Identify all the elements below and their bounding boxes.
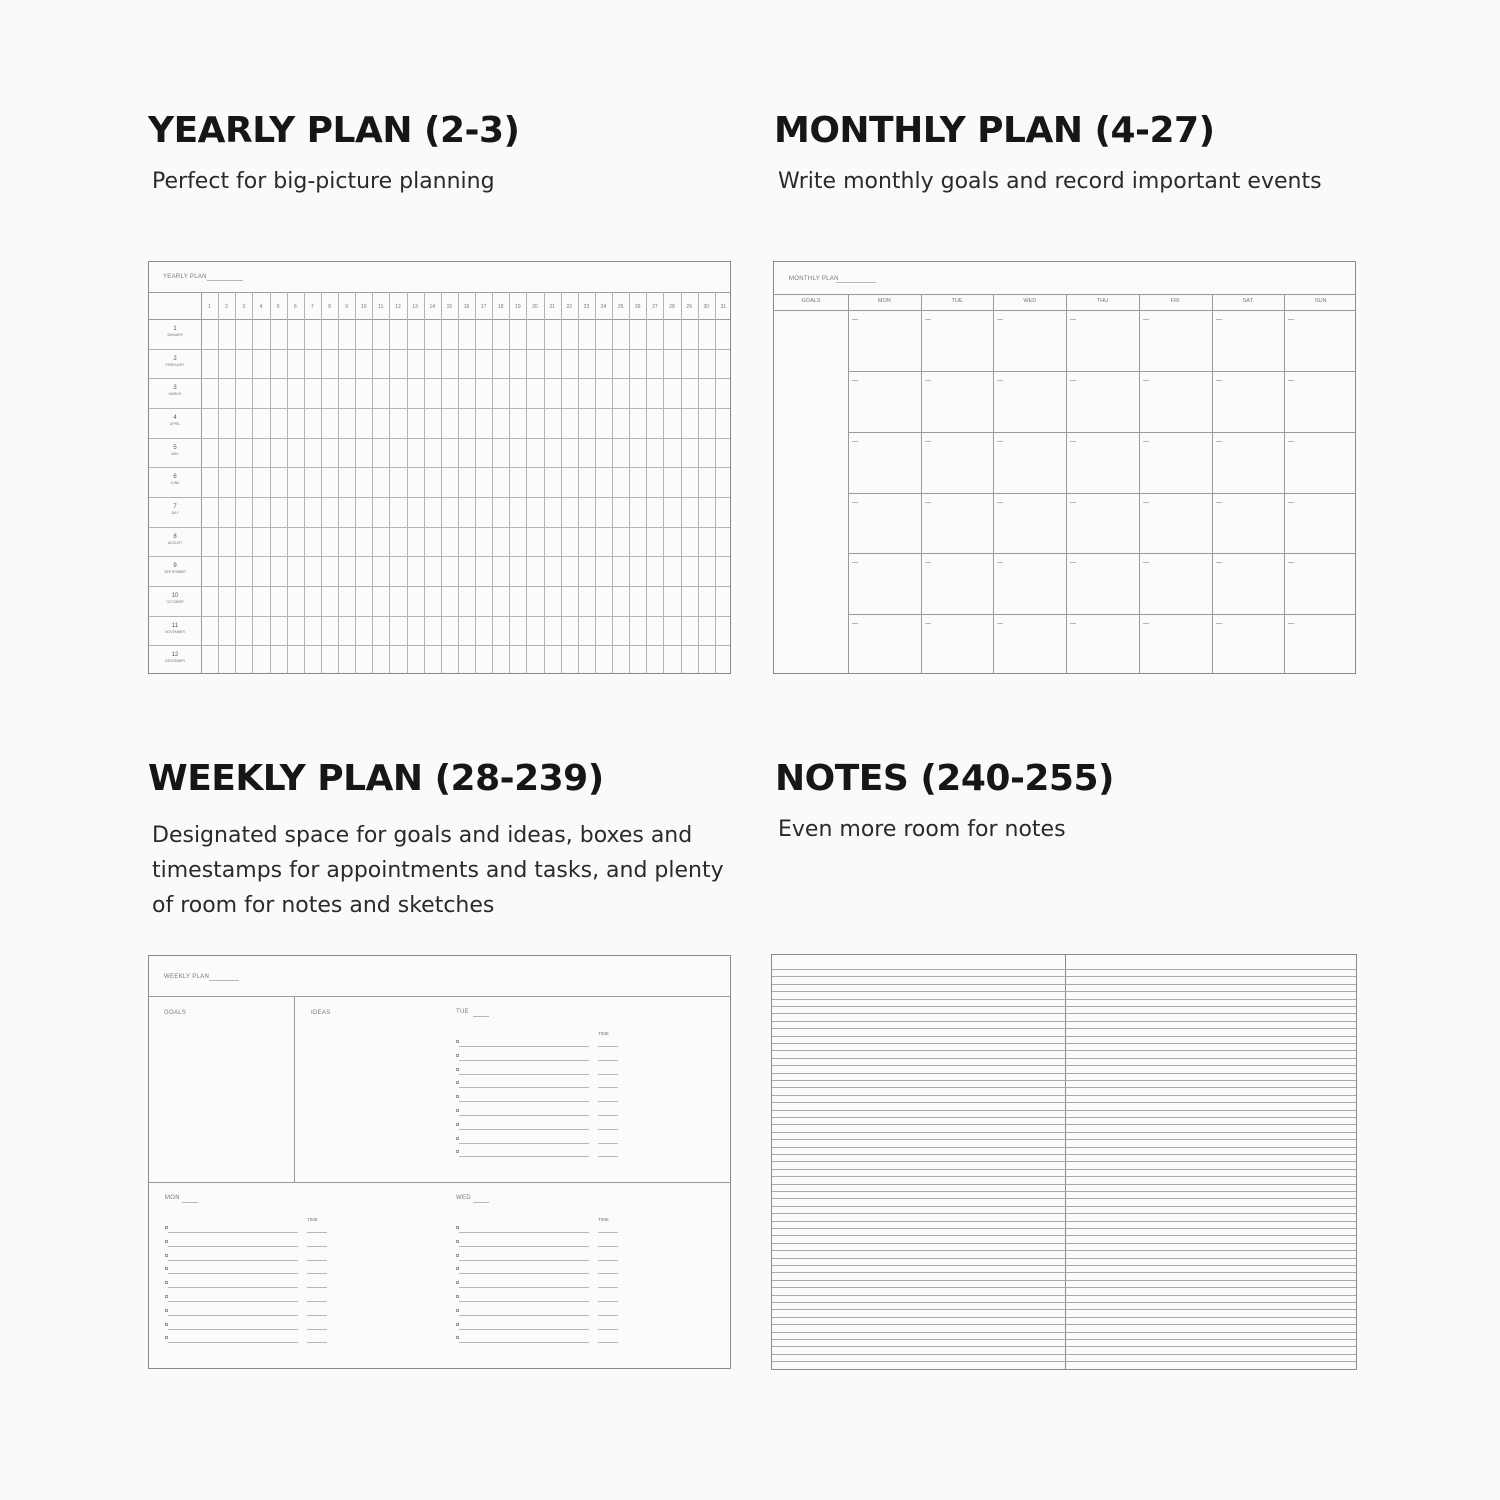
weekly-time-line xyxy=(598,1101,618,1102)
monthly-date-dash xyxy=(1216,562,1222,563)
monthly-date-dash xyxy=(925,562,931,563)
yearly-day-number: 25 xyxy=(617,304,624,310)
notes-rule-line xyxy=(772,1295,1357,1296)
weekly-checkbox xyxy=(456,1281,459,1284)
monthly-top-rule xyxy=(774,294,1356,295)
monthly-date-dash xyxy=(1143,623,1149,624)
yearly-month-row-rule xyxy=(149,408,731,409)
weekly-time-label: TIME xyxy=(598,1031,609,1036)
yearly-day-number: 13 xyxy=(412,304,418,310)
yearly-day-number: 29 xyxy=(686,304,692,310)
weekly-time-line xyxy=(598,1260,618,1261)
monthly-date-dash xyxy=(1288,380,1294,381)
weekly-task-line xyxy=(459,1260,589,1261)
yearly-day-number: 27 xyxy=(652,304,658,310)
notes-rule-line xyxy=(772,1332,1357,1333)
monthly-col-rule xyxy=(1212,294,1213,674)
weekly-checkbox xyxy=(456,1226,459,1229)
weekly-checkbox xyxy=(456,1309,459,1312)
monthly-date-dash xyxy=(1288,319,1294,320)
notes-rule-line xyxy=(772,1258,1357,1259)
weekly-checkbox xyxy=(165,1240,168,1243)
notes-rule-line xyxy=(772,1354,1357,1355)
monthly-date-dash xyxy=(1070,319,1076,320)
yearly-month-number: 10 xyxy=(171,593,179,599)
weekly-time-line xyxy=(598,1301,618,1302)
yearly-month-number: 12 xyxy=(171,652,179,659)
yearly-day-number: 1 xyxy=(208,304,211,310)
yearly-month-row-rule xyxy=(149,378,731,379)
yearly-day-number: 10 xyxy=(360,304,367,310)
monthly-date-dash xyxy=(1216,623,1222,624)
monthly-date-dash xyxy=(1216,380,1222,381)
weekly-checkbox xyxy=(456,1068,459,1071)
monthly-date-dash xyxy=(1288,502,1294,503)
yearly-day-number: 11 xyxy=(378,304,384,310)
monthly-date-dash xyxy=(997,623,1003,624)
monthly-date-dash xyxy=(1070,562,1076,563)
notes-rule-line xyxy=(772,1272,1357,1273)
weekly-desc-line-1: Designated space for goals and ideas, boxes and xyxy=(152,823,693,848)
yearly-month-number: 7 xyxy=(173,504,177,510)
weekly-checkbox xyxy=(456,1323,459,1326)
weekly-time-line xyxy=(598,1329,618,1330)
weekly-time-line xyxy=(598,1273,618,1274)
yearly-month-name: OCTOBER xyxy=(166,600,184,604)
notes-rule-line xyxy=(772,1036,1357,1037)
yearly-month-name: MARCH xyxy=(168,392,182,397)
yearly-month-name: APRIL xyxy=(169,422,181,426)
notes-rule-line xyxy=(772,1317,1357,1318)
monthly-col-header: WED xyxy=(1023,298,1037,304)
weekly-desc-line-2: timestamps for appointments and tasks, and plenty xyxy=(152,858,724,883)
weekly-time-line xyxy=(307,1342,327,1343)
notes-rule-line xyxy=(772,1302,1357,1303)
weekly-time-label: TIME xyxy=(598,1217,609,1222)
weekly-plan-sheet xyxy=(148,955,731,1369)
weekly-task-line xyxy=(459,1046,589,1047)
yearly-day-number: 8 xyxy=(328,304,331,310)
weekly-checkbox xyxy=(456,1240,459,1243)
yearly-month-number: 8 xyxy=(173,533,177,540)
monthly-date-dash xyxy=(1070,441,1076,442)
notes-rule-line xyxy=(772,1132,1357,1133)
yearly-month-name: DECEMBER xyxy=(165,659,185,664)
notes-rule-line xyxy=(772,1147,1357,1148)
notes-rule-line xyxy=(772,1095,1357,1096)
yearly-day-number: 16 xyxy=(463,304,470,310)
monthly-date-dash xyxy=(997,562,1003,563)
yearly-day-number: 18 xyxy=(497,304,504,310)
notes-rule-line xyxy=(772,1280,1357,1281)
yearly-plan-description: Perfect for big-picture planning xyxy=(152,169,495,194)
yearly-month-number: 6 xyxy=(173,474,177,481)
weekly-task-line xyxy=(168,1301,298,1302)
weekly-plan-title: WEEKLY PLAN (28-239) xyxy=(148,758,604,799)
yearly-month-number: 11 xyxy=(171,622,179,629)
yearly-month-name: NOVEMBER xyxy=(164,629,186,634)
yearly-day-number: 19 xyxy=(515,304,521,310)
weekly-task-line xyxy=(459,1273,589,1274)
monthly-header-rule xyxy=(774,310,1356,311)
monthly-date-dash xyxy=(1216,441,1222,442)
notes-rule-line xyxy=(772,1013,1357,1014)
yearly-day-number: 21 xyxy=(549,304,555,310)
yearly-month-row-rule xyxy=(149,645,731,646)
weekly-checkbox xyxy=(456,1267,459,1270)
weekly-time-line xyxy=(307,1315,327,1316)
weekly-time-line xyxy=(598,1143,618,1144)
weekly-time-line xyxy=(598,1287,618,1288)
weekly-time-line xyxy=(598,1087,618,1088)
weekly-time-line xyxy=(598,1046,618,1047)
weekly-task-line xyxy=(459,1301,589,1302)
weekly-time-line xyxy=(598,1074,618,1075)
weekly-task-line xyxy=(168,1329,298,1330)
yearly-plan-title: YEARLY PLAN (2-3) xyxy=(148,110,520,151)
weekly-goals-label: GOALS xyxy=(164,1010,187,1016)
yearly-month-row-rule xyxy=(149,616,731,617)
weekly-time-line xyxy=(598,1315,618,1316)
weekly-task-line xyxy=(168,1246,298,1247)
weekly-date-underline xyxy=(473,1202,489,1203)
notes-sheet xyxy=(771,954,1357,1370)
monthly-col-header: FRI xyxy=(1170,298,1180,304)
weekly-checkbox xyxy=(165,1281,168,1284)
weekly-task-line xyxy=(459,1129,589,1130)
yearly-month-row-rule xyxy=(149,497,731,498)
monthly-plan-sheet xyxy=(773,261,1356,674)
yearly-month-name: SEPTEMBER xyxy=(164,570,186,575)
weekly-checkbox xyxy=(456,1123,459,1126)
weekly-time-line xyxy=(598,1342,618,1343)
weekly-checkbox xyxy=(456,1150,459,1153)
yearly-day-number: 12 xyxy=(395,304,401,310)
weekly-time-line xyxy=(307,1246,327,1247)
weekly-time-line xyxy=(307,1329,327,1330)
weekly-plan-sheet-label: WEEKLY PLAN xyxy=(164,974,210,980)
notes-rule-line xyxy=(772,1169,1357,1170)
monthly-date-dash xyxy=(1143,319,1149,320)
monthly-col-header: MON xyxy=(877,298,891,304)
monthly-col-rule xyxy=(848,294,849,674)
yearly-month-number: 9 xyxy=(173,563,177,570)
weekly-time-line xyxy=(598,1129,618,1130)
notes-description: Even more room for notes xyxy=(778,817,1066,842)
monthly-date-dash xyxy=(852,502,858,503)
notes-rule-line xyxy=(772,1191,1357,1192)
yearly-day-number: 17 xyxy=(480,304,487,310)
monthly-col-header: GOALS xyxy=(801,298,821,304)
notes-rule-line xyxy=(772,1265,1357,1266)
monthly-col-rule xyxy=(1139,294,1140,674)
notes-rule-line xyxy=(772,1028,1357,1029)
weekly-time-line xyxy=(307,1232,327,1233)
monthly-date-dash xyxy=(1143,502,1149,503)
monthly-date-dash xyxy=(925,441,931,442)
weekly-ideas-label: IDEAS xyxy=(311,1010,331,1016)
notes-rule-line xyxy=(772,1065,1357,1066)
notes-rule-line xyxy=(772,1250,1357,1251)
notes-rule-line xyxy=(772,1058,1357,1059)
weekly-task-line xyxy=(459,1156,589,1157)
yearly-day-number: 15 xyxy=(446,304,453,310)
monthly-plan-title: MONTHLY PLAN (4-27) xyxy=(774,110,1215,151)
monthly-date-dash xyxy=(1143,441,1149,442)
weekly-task-line xyxy=(459,1074,589,1075)
weekly-task-line xyxy=(459,1101,589,1102)
notes-rule-line xyxy=(772,1309,1357,1310)
weekly-task-line xyxy=(459,1287,589,1288)
weekly-checkbox xyxy=(165,1267,168,1270)
weekly-checkbox xyxy=(165,1336,168,1339)
yearly-month-number: 2 xyxy=(173,355,177,362)
notes-title: NOTES (240-255) xyxy=(775,758,1114,799)
weekly-day-label-mon: MON xyxy=(165,1195,180,1201)
weekly-checkbox xyxy=(456,1040,459,1043)
weekly-checkbox xyxy=(456,1137,459,1140)
yearly-month-name: JANUARY xyxy=(166,333,184,337)
yearly-month-name: JUNE xyxy=(170,481,180,486)
notes-rule-line xyxy=(772,1221,1357,1222)
weekly-task-line xyxy=(459,1087,589,1088)
yearly-month-row-rule xyxy=(149,527,731,528)
weekly-time-line xyxy=(307,1260,327,1261)
weekly-date-underline xyxy=(473,1016,489,1017)
notes-rule-line xyxy=(772,1184,1357,1185)
weekly-checkbox xyxy=(456,1254,459,1257)
notes-rule-line xyxy=(772,1021,1357,1022)
weekly-checkbox xyxy=(165,1226,168,1229)
notes-rule-line xyxy=(772,1369,1357,1370)
yearly-month-row-rule xyxy=(149,556,731,557)
monthly-date-dash xyxy=(925,319,931,320)
notes-rule-line xyxy=(772,999,1357,1000)
notes-rule-line xyxy=(772,1198,1357,1199)
monthly-date-dash xyxy=(997,502,1003,503)
notes-rule-line xyxy=(772,1228,1357,1229)
notes-rule-line xyxy=(772,1361,1357,1362)
weekly-task-line xyxy=(459,1246,589,1247)
weekly-desc-line-3: of room for notes and sketches xyxy=(152,893,495,918)
yearly-day-number: 5 xyxy=(276,304,280,310)
notes-rule-line xyxy=(772,1139,1357,1140)
notes-rule-line xyxy=(772,1176,1357,1177)
weekly-task-line xyxy=(459,1232,589,1233)
monthly-date-dash xyxy=(925,623,931,624)
yearly-month-row-rule xyxy=(149,349,731,350)
weekly-checkbox xyxy=(165,1254,168,1257)
yearly-day-number: 4 xyxy=(259,304,263,310)
notes-rule-line xyxy=(772,1102,1357,1103)
notes-rule-line xyxy=(772,1339,1357,1340)
notes-rule-line xyxy=(772,1213,1357,1214)
weekly-checkbox xyxy=(456,1095,459,1098)
weekly-day-label-wed: WED xyxy=(456,1195,471,1201)
weekly-task-line xyxy=(459,1115,589,1116)
weekly-task-line xyxy=(168,1315,298,1316)
monthly-date-dash xyxy=(1288,623,1294,624)
weekly-checkbox xyxy=(456,1081,459,1084)
yearly-month-name: MAY xyxy=(171,451,179,456)
monthly-week-rule xyxy=(848,553,1356,554)
monthly-date-dash xyxy=(997,380,1003,381)
yearly-month-row-rule xyxy=(149,467,731,468)
monthly-col-header: SUN xyxy=(1314,298,1327,304)
notes-rule-line xyxy=(772,1154,1357,1155)
weekly-day-label-tue: TUE xyxy=(456,1009,469,1015)
monthly-date-dash xyxy=(852,562,858,563)
monthly-date-dash xyxy=(852,380,858,381)
monthly-date-dash xyxy=(1070,380,1076,381)
weekly-task-line xyxy=(459,1143,589,1144)
yearly-day-number: 14 xyxy=(429,304,436,310)
monthly-week-rule xyxy=(848,614,1356,615)
weekly-date-underline xyxy=(182,1202,198,1203)
notes-rule-line xyxy=(772,1124,1357,1125)
weekly-task-line xyxy=(168,1342,298,1343)
monthly-plan-sheet-label: MONTHLY PLAN xyxy=(789,276,839,282)
weekly-checkbox xyxy=(165,1295,168,1298)
monthly-date-dash xyxy=(997,319,1003,320)
weekly-task-line xyxy=(459,1060,589,1061)
yearly-day-number: 28 xyxy=(669,304,675,310)
monthly-date-dash xyxy=(1288,562,1294,563)
weekly-plan-description xyxy=(152,818,724,923)
monthly-plan-description: Write monthly goals and record important events xyxy=(778,169,1322,194)
monthly-date-dash xyxy=(852,623,858,624)
notes-rule-line xyxy=(772,976,1357,977)
yearly-day-number: 30 xyxy=(703,304,710,310)
weekly-checkbox xyxy=(456,1054,459,1057)
monthly-date-dash xyxy=(852,319,858,320)
weekly-checkbox xyxy=(456,1295,459,1298)
yearly-day-number: 3 xyxy=(242,304,246,310)
weekly-time-line xyxy=(598,1060,618,1061)
yearly-day-number: 31 xyxy=(720,304,727,310)
monthly-date-dash xyxy=(1143,380,1149,381)
notes-rule-line xyxy=(772,1043,1357,1044)
yearly-plan-sheet xyxy=(148,261,731,674)
notes-rule-line xyxy=(772,1346,1357,1347)
yearly-day-number: 9 xyxy=(345,304,348,310)
weekly-task-line xyxy=(168,1260,298,1261)
monthly-col-rule xyxy=(1066,294,1067,674)
weekly-time-label: TIME xyxy=(307,1217,318,1222)
yearly-plan-sheet-label: YEARLY PLAN xyxy=(163,274,207,280)
notes-rule-line xyxy=(772,1324,1357,1325)
monthly-date-dash xyxy=(1070,623,1076,624)
yearly-month-number: 1 xyxy=(173,326,177,332)
monthly-date-dash xyxy=(1216,319,1222,320)
weekly-task-line xyxy=(168,1287,298,1288)
notes-rule-line xyxy=(772,1117,1357,1118)
monthly-date-dash xyxy=(925,502,931,503)
monthly-col-header: THU xyxy=(1096,298,1109,304)
notes-rule-line xyxy=(772,991,1357,992)
yearly-day-number: 20 xyxy=(532,304,538,310)
notes-rule-line xyxy=(772,1050,1357,1051)
monthly-week-rule xyxy=(848,432,1356,433)
weekly-checkbox xyxy=(165,1309,168,1312)
weekly-time-line xyxy=(598,1246,618,1247)
weekly-time-line xyxy=(598,1232,618,1233)
notes-rule-line xyxy=(772,1206,1357,1207)
notes-rule-line xyxy=(772,1080,1357,1081)
monthly-date-dash xyxy=(1216,502,1222,503)
yearly-month-name: JULY xyxy=(170,511,180,515)
weekly-checkbox xyxy=(456,1336,459,1339)
notes-rule-line xyxy=(772,1110,1357,1111)
yearly-day-number: 7 xyxy=(310,304,314,310)
yearly-month-name: FEBRUARY xyxy=(165,362,185,367)
notes-rule-line xyxy=(772,984,1357,985)
yearly-month-number: 3 xyxy=(173,385,177,392)
weekly-task-line xyxy=(459,1342,589,1343)
monthly-date-dash xyxy=(1070,502,1076,503)
yearly-month-name: AUGUST xyxy=(167,540,183,545)
monthly-col-header: SAT xyxy=(1242,298,1254,304)
notes-rule-line xyxy=(772,1243,1357,1244)
monthly-date-dash xyxy=(1288,441,1294,442)
notes-rule-line xyxy=(772,1006,1357,1007)
weekly-task-line xyxy=(168,1232,298,1233)
notes-rule-line xyxy=(772,1287,1357,1288)
yearly-day-number: 6 xyxy=(293,304,297,310)
monthly-col-rule xyxy=(1284,294,1285,674)
notes-rule-line xyxy=(772,1161,1357,1162)
monthly-col-header: TUE xyxy=(951,298,963,304)
monthly-date-dash xyxy=(1143,562,1149,563)
weekly-task-line xyxy=(168,1273,298,1274)
weekly-checkbox xyxy=(165,1323,168,1326)
notes-rule-line xyxy=(772,1235,1357,1236)
monthly-week-rule xyxy=(848,371,1356,372)
monthly-date-dash xyxy=(925,380,931,381)
monthly-week-rule xyxy=(848,493,1356,494)
monthly-date-dash xyxy=(997,441,1003,442)
weekly-time-line xyxy=(598,1156,618,1157)
monthly-col-rule xyxy=(921,294,922,674)
weekly-task-line xyxy=(459,1315,589,1316)
yearly-day-number: 24 xyxy=(600,304,607,310)
monthly-date-dash xyxy=(852,441,858,442)
weekly-task-line xyxy=(459,1329,589,1330)
weekly-time-line xyxy=(307,1287,327,1288)
yearly-day-number: 2 xyxy=(225,304,229,310)
yearly-day-number: 22 xyxy=(566,304,573,310)
notes-rule-line xyxy=(772,1087,1357,1088)
weekly-time-line xyxy=(307,1273,327,1274)
weekly-time-line xyxy=(307,1301,327,1302)
yearly-month-number: 5 xyxy=(173,444,177,451)
yearly-month-row-rule xyxy=(149,586,731,587)
yearly-month-number: 4 xyxy=(173,415,177,421)
weekly-time-line xyxy=(598,1115,618,1116)
yearly-month-row-rule xyxy=(149,438,731,439)
notes-rule-line xyxy=(772,1073,1357,1074)
weekly-checkbox xyxy=(456,1109,459,1112)
notes-rule-line xyxy=(772,969,1357,970)
yearly-day-number: 23 xyxy=(583,304,590,310)
yearly-day-number: 26 xyxy=(635,304,641,310)
monthly-col-rule xyxy=(993,294,994,674)
